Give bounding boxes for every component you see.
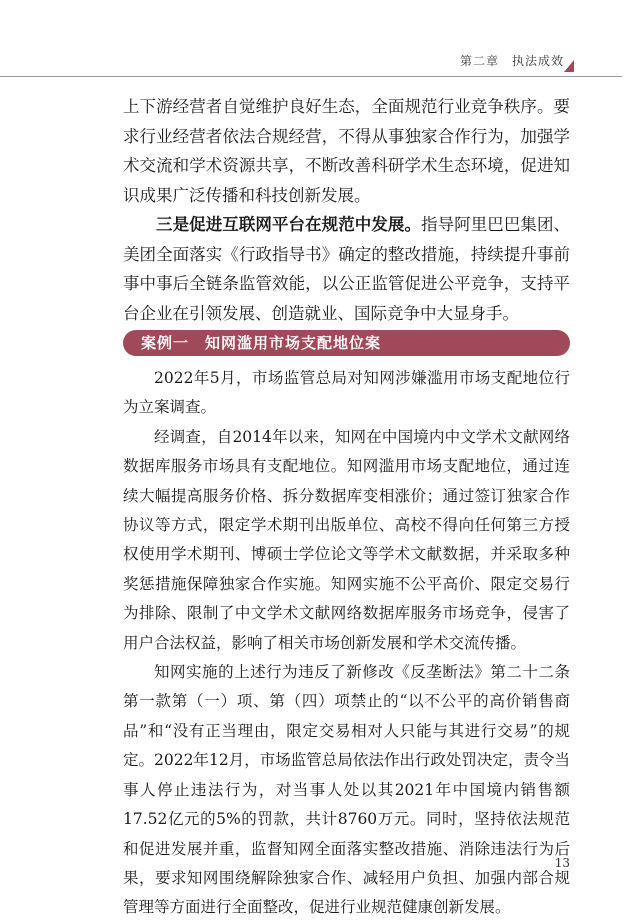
page-header [0, 46, 642, 76]
paragraph-lead: 三是促进互联网平台在规范中发展。 [156, 215, 421, 234]
case-title-banner: 案例一 知网滥用市场支配地位案 [123, 330, 570, 356]
case-paragraph: 经调查，自2014年以来，知网在中国境内中文学术文献网络数据库服务市场具有支配地位。知网滥用市场支配地位，通过连续大幅提高服务价格、拆分数据库变相涨价；通过签订独家合作协议等方式，限定学术期刊出版单位、高校不得向任何第三方授权使用学术期刊、博硕士学位论文等学术文献数据，并采取多种奖惩措施保障独家合作实施。知网实施不公平高价、限定交易行为排除、限制了中文学术文献网络数据库服务市场竞争，侵害了用户合法权益，影响了相关市场创新发展和学术交流传播。 [123, 427, 570, 652]
case-body [123, 364, 570, 923]
corner-triangle-icon [564, 60, 574, 72]
main-text [123, 92, 570, 328]
chapter-title: 第二章 执法成效 [459, 54, 564, 68]
header-divider [0, 76, 622, 77]
case-paragraph: 2022年5月，市场监管总局对知网涉嫌滥用市场支配地位行为立案调查。 [123, 369, 570, 417]
paragraph-body: 指导阿里巴巴集团、美团全面落实《行政指导书》确定的整改措施，持续提升事前事中事后全链条监管效能，以公正监管促进公平竞争，支持平台企业在引领发展、创造就业、国际竞争中大显身手。 [123, 215, 570, 323]
case-paragraph: 知网实施的上述行为违反了新修改《反垄断法》第二十二条第一款第（一）项、第（四）项禁止的“以不公平的高价销售商品”和“没有正当理由，限定交易相对人只能与其进行交易”的规定。2022年12月，市场监管总局依法作出行政处罚决定，责令当事人停止违法行为，对当事人处以其2021年中国境内销售额17.52亿元的5%的罚款，共计8760万元。同时，坚持依法规范和促进发展并重，监督知网全面落实整改措施、消除违法行为后果，要求知网围绕解除独家合作、减轻用户负担、加强内部合规管理等方面进行全面整改，促进行业规范健康创新发展。 [123, 663, 570, 917]
paragraph-continued: 上下游经营者自觉维护良好生态，全面规范行业竞争秩序。要求行业经营者依法合规经营，不得从事独家合作行为，加强学术交流和学术资源共享，不断改善科研学术生态环境，促进知识成果广泛传播和科技创新发展。 [123, 97, 570, 205]
paragraph-platform [123, 210, 570, 328]
page-number: 13 [554, 856, 570, 870]
